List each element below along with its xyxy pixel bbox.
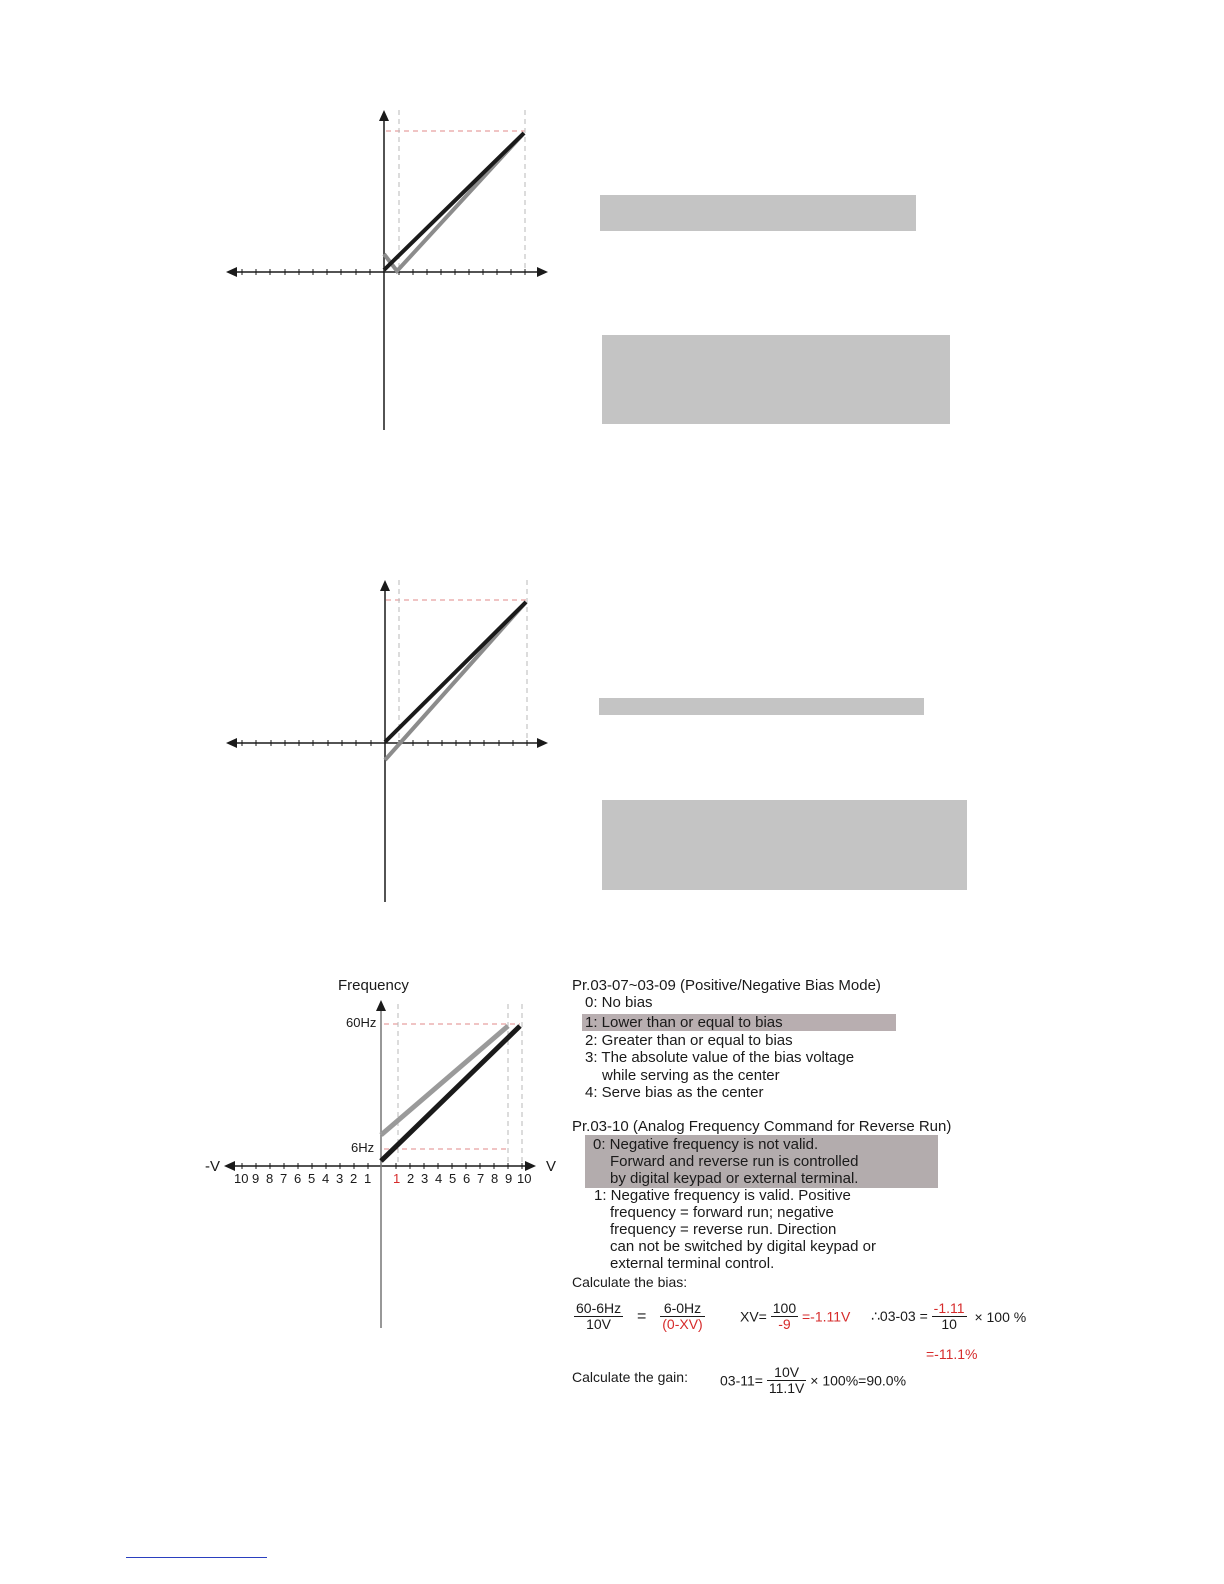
f2-den: (0-XV) [662,1316,703,1332]
bias-equation [574,1301,705,1332]
neg-tick-6: 6 [294,1171,302,1186]
equals-sign: = [637,1307,647,1325]
gain-num: 10V [767,1365,807,1381]
xv-result: =-1.11V [802,1308,851,1325]
xv-den: -9 [778,1316,791,1332]
neg-axis-label: -V [205,1158,220,1175]
xv-num: 100 [772,1300,797,1316]
y-bias-label: 6Hz [351,1140,375,1155]
neg-tick-1: 1 [364,1171,372,1186]
pos-tick-4: 4 [435,1171,443,1186]
xv-fraction [771,1301,798,1332]
grey-box-1a [600,195,916,231]
y-max-label: 60Hz [346,1015,377,1030]
bias-opt-2: 2: Greater than or equal to bias [585,1032,793,1049]
neg-tick-10: 10 [234,1171,249,1186]
p0303-prefix: ∴03-03 = [871,1308,928,1324]
reverse-opt-1e: external terminal control. [610,1255,775,1272]
pos-tick-5: 5 [449,1171,457,1186]
reverse-opt-1c: frequency = reverse run. Direction [610,1221,837,1238]
footer-link-underline [126,1557,267,1558]
reverse-opt-0a: 0: Negative frequency is not valid. [593,1136,819,1153]
pos-tick-9: 9 [505,1171,513,1186]
reverse-opt-1a: 1: Negative frequency is valid. Positive [594,1187,851,1204]
neg-tick-3: 3 [336,1171,344,1186]
bias-opt-0: 0: No bias [585,994,653,1011]
reverse-opt-0c: by digital keypad or external terminal. [610,1170,859,1187]
reverse-run-title: Pr.03-10 (Analog Frequency Command for Reverse Run) [572,1118,952,1135]
reverse-opt-1d: can not be switched by digital keypad or [610,1238,876,1255]
pos-tick-3: 3 [421,1171,429,1186]
gain-den: 11.1V [768,1380,805,1396]
pos-tick-8: 8 [491,1171,499,1186]
p0303-result: =-11.1% [926,1346,978,1362]
f2-num: 6-0Hz [660,1301,704,1317]
neg-tick-4: 4 [322,1171,330,1186]
neg-tick-8: 8 [266,1171,274,1186]
neg-tick-9: 9 [252,1171,260,1186]
p0303-fraction [932,1301,967,1332]
p0303-equation [871,1301,1026,1332]
p0303-den: 10 [941,1316,957,1332]
pos-tick-7: 7 [477,1171,485,1186]
fraction-1 [574,1301,623,1332]
neg-tick-2: 2 [350,1171,358,1186]
y-axis-title: Frequency [338,977,409,994]
p0303-suffix: × 100 % [974,1308,1027,1325]
grey-box-2a [599,698,924,715]
grey-box-2b [602,800,967,890]
pos-axis-label: V [546,1158,557,1175]
pos-tick-2: 2 [407,1171,415,1186]
gain-prefix: 03-11= [720,1372,763,1389]
pos-tick-1: 1 [393,1171,401,1186]
gain-suffix: × 100%=90.0% [810,1372,907,1389]
bias-opt-4: 4: Serve bias as the center [585,1084,764,1101]
p0303-num: -1.11 [933,1300,965,1316]
bias-opt-3b: while serving as the center [602,1067,780,1084]
xv-prefix: XV= [740,1308,767,1325]
gain-fraction [767,1365,807,1396]
f1-den: 10V [586,1316,612,1332]
fraction-2 [660,1301,704,1332]
grey-box-1b [602,335,950,424]
calc-bias-label: Calculate the bias: [572,1274,688,1290]
bias-mode-title: Pr.03-07~03-09 (Positive/Negative Bias Mode) [572,977,881,994]
pos-tick-6: 6 [463,1171,471,1186]
gain-equation [720,1365,906,1396]
reverse-opt-0b: Forward and reverse run is controlled [610,1153,859,1170]
bias-opt-1: 1: Lower than or equal to bias [582,1014,896,1031]
xv-equation [740,1301,850,1332]
bias-opt-3a: 3: The absolute value of the bias voltage [585,1049,855,1066]
reverse-opt-1b: frequency = forward run; negative [610,1204,834,1221]
neg-tick-5: 5 [308,1171,316,1186]
pos-tick-10: 10 [517,1171,532,1186]
neg-tick-7: 7 [280,1171,288,1186]
f1-num: 60-6Hz [576,1300,622,1316]
calc-gain-label: Calculate the gain: [572,1369,688,1385]
